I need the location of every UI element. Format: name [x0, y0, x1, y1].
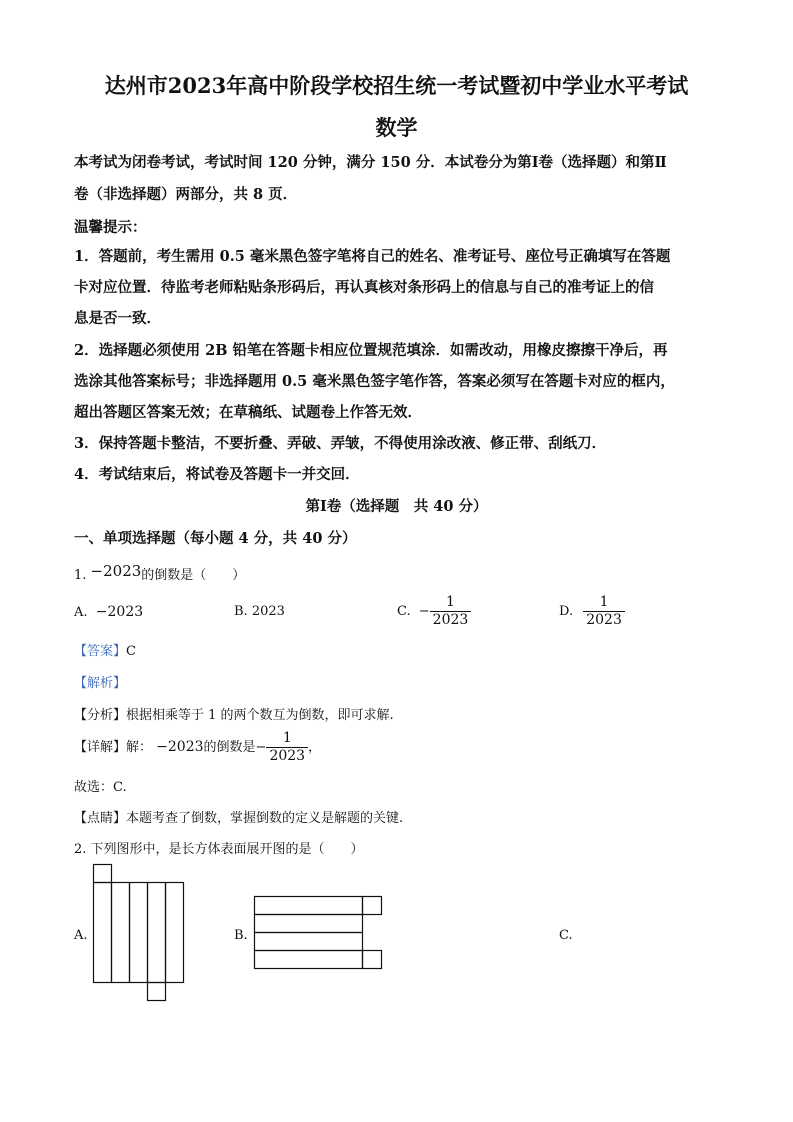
q1-option-a: [74, 604, 143, 620]
q1-stem: 的倒数是（ ）: [141, 568, 246, 583]
answer-value: C: [126, 644, 136, 659]
q1-comment: [74, 807, 403, 826]
q1-option-a-value: −2023: [95, 604, 144, 620]
q1-option-c-fraction: [430, 594, 472, 629]
q1-option-d: [559, 594, 625, 629]
tips-label: 温馨提示：: [74, 219, 147, 236]
detail-fraction: [266, 730, 308, 765]
fraction-denominator: 2023: [432, 612, 469, 628]
tip2-line1: 2．选择题必须使用 2B 铅笔在答题卡相应位置规范填涂．如需改动，用橡皮擦擦干净后，再: [74, 342, 668, 359]
q1-fenxi: [74, 704, 394, 723]
tip1-line2: 卡对应位置．待监考老师粘贴条形码后，再认真核对条形码上的信息与自己的准考证上的信: [74, 279, 654, 296]
q2-option-c-label: C.: [559, 928, 573, 943]
section-title: 第Ⅰ卷（选择题 共 40 分）: [305, 498, 488, 515]
detail-end: ，: [308, 740, 322, 755]
q1-option-c: [397, 594, 471, 629]
q1-expr: −2023: [90, 562, 142, 580]
detail-tag: 【详解】: [74, 740, 127, 755]
q2-option-a-label: A.: [74, 928, 88, 943]
question-2: 2. 下列图形中，是长方体表面展开图的是（ ）: [74, 842, 364, 857]
q1-option-b-value: 2023: [251, 604, 285, 619]
fenxi-tag: 【分析】: [74, 708, 127, 723]
question-1: [74, 564, 245, 583]
detail-prefix: 解：: [126, 740, 153, 755]
detail-sign: −: [255, 740, 267, 755]
q2-option-a-net: [92, 863, 187, 1003]
tip4: 4．考试结束后，将试卷及答题卡一并交回．: [74, 466, 360, 483]
title-line2: 数学: [375, 115, 418, 140]
q1-option-d-fraction: [583, 594, 625, 629]
tip3: 3．保持答题卡整洁，不要折叠、弄破、弄皱，不得使用涂改液、修正带、刮纸刀．: [74, 435, 607, 452]
q1-detail: [74, 730, 321, 765]
intro-line1: 本考试为闭卷考试，考试时间 120 分钟，满分 150 分．本试卷分为第Ⅰ卷（选择题）和第Ⅱ: [74, 154, 667, 171]
comment-tag: 【点睛】: [74, 811, 127, 826]
q2-option-b-net: [253, 895, 385, 973]
tip1-line1: 1．答题前，考生需用 0.5 毫米黑色签字笔将自己的姓名、准考证号、座位号正确填写在答题: [74, 248, 671, 265]
analysis-tag: 【解析】: [74, 676, 127, 691]
q1-option-b-label: B.: [234, 604, 248, 619]
tip1-line3: 息是否一致．: [74, 310, 161, 327]
q1-answer: [74, 640, 136, 659]
detail-middle: 的倒数是: [203, 740, 256, 755]
q1-option-d-label: D.: [559, 604, 574, 619]
q2-option-b-label: B.: [234, 928, 248, 943]
fenxi-text: 根据相乘等于 1 的两个数互为倒数，即可求解.: [126, 708, 394, 723]
fraction-numerator: 1: [583, 594, 625, 612]
tip2-line2: 选涂其他答案标号；非选择题用 0.5 毫米黑色签字笔作答，答案必须写在答题卡对应的框内，: [74, 373, 675, 390]
title-line1: 达州市2023年高中阶段学校招生统一考试暨初中学业水平考试: [104, 73, 689, 98]
comment-text: 本题考查了倒数，掌握倒数的定义是解题的关键.: [126, 811, 404, 826]
q1-option-b: [234, 604, 285, 619]
intro-line2: 卷（非选择题）两部分，共 8 页．: [74, 186, 298, 203]
q1-option-a-label: A.: [74, 605, 88, 620]
q1-option-c-label: C.: [397, 604, 411, 619]
tip2-line3: 超出答题区答案无效；在草稿纸、试题卷上作答无效．: [74, 404, 422, 421]
part-title: 一、单项选择题（每小题 4 分，共 40 分）: [74, 530, 357, 547]
q1-choice: 故选：C.: [74, 780, 127, 795]
fraction-numerator: 1: [266, 730, 308, 748]
q1-option-c-sign: −: [418, 604, 430, 619]
detail-expr: −2023: [156, 739, 204, 755]
fraction-numerator: 1: [430, 594, 472, 612]
fraction-denominator: 2023: [269, 748, 306, 764]
fraction-denominator: 2023: [586, 612, 622, 628]
answer-tag: 【答案】: [74, 644, 127, 659]
q1-number: 1.: [74, 568, 87, 583]
